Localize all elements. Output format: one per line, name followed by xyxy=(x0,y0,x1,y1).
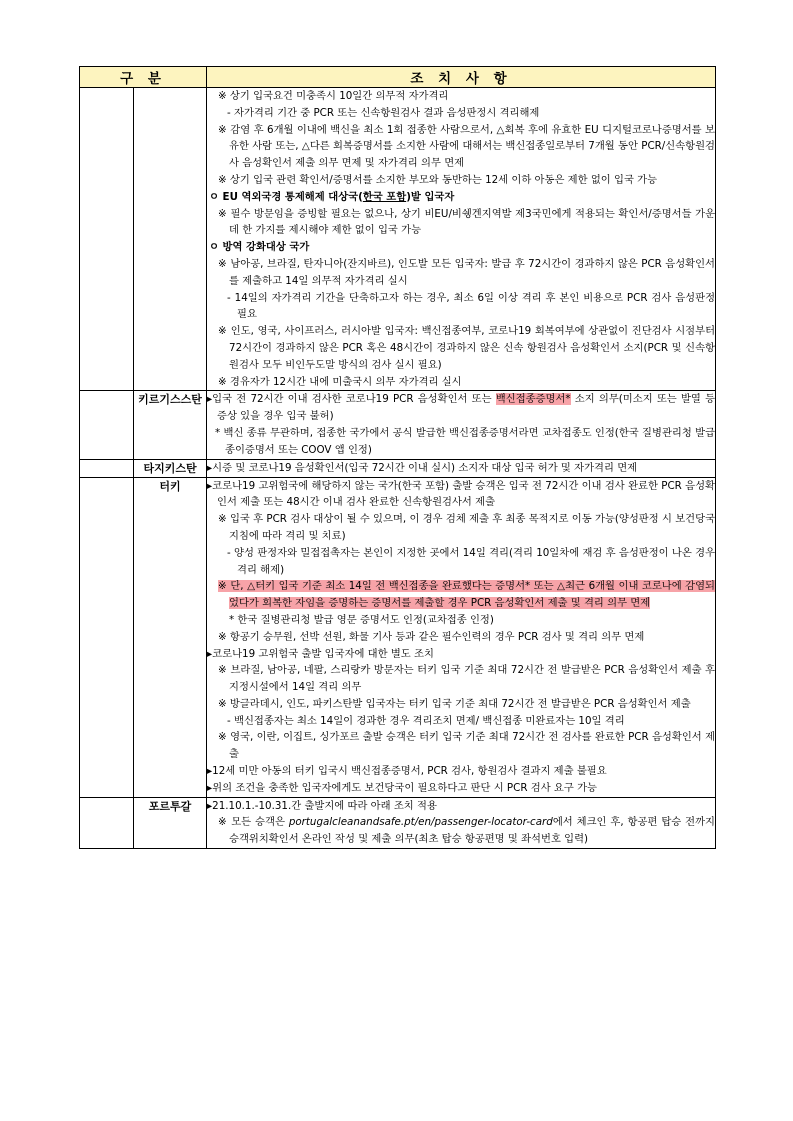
blank-cell xyxy=(80,459,134,477)
measure-line: ※ 상기 입국요건 미충족시 10일간 의무적 자가격리 xyxy=(218,90,449,102)
measure-line: ※ 항공기 승무원, 선박 선원, 화물 기사 등과 같은 필수인력의 경우 PCR 검사 및 격리 의무 면제 xyxy=(218,630,645,643)
measure-line: ▸코로나19 고위험국에 해당하지 않는 국가(한국 포함) 출발 승객은 입국 전 72시간 이내 검사 완료한 PCR 음성확인서 제출 또는 48시간 이내 검사 완료한 신속항원검사서 제출 xyxy=(207,479,716,509)
measure-line: ▸12세 미만 아동의 터키 입국시 백신접종증명서, PCR 검사, 항원검사 결과지 제출 불필요 xyxy=(207,765,607,778)
measure-line: ※ 남아공, 브라질, 탄자니아(잔지바르), 인도발 모든 입국자: 발급 후 72시간이 경과하지 않은 PCR 음성확인서를 제출하고 14일 의무적 자가격리 실시 xyxy=(218,257,716,287)
measures-cell xyxy=(207,459,716,477)
table-row xyxy=(80,88,716,391)
measure-line: ▸21.10.1.-10.31.간 출발지에 따라 아래 조치 적용 xyxy=(207,799,437,812)
blank-cell xyxy=(80,88,134,391)
website-link[interactable]: portugalcleanandsafe.pt/en/passenger-locator-card xyxy=(288,816,553,829)
measure-line: ※ 영국, 이란, 이집트, 싱가포르 출발 승객은 터키 입국 기준 최대 72시간 전 검사를 완료한 PCR 음성확인서 제출 xyxy=(218,731,716,761)
measure-line: ▸시증 및 코로나19 음성확인서(입국 72시간 이내 실시) 소지자 대상 입국 허가 및 자가격리 면제 xyxy=(207,461,638,474)
country-label: 터키 xyxy=(134,477,207,797)
measures-table xyxy=(79,66,716,849)
measures-cell xyxy=(207,797,716,848)
measure-line: ※ 경유자가 12시간 내에 미출국시 의무 자가격리 실시 xyxy=(218,375,462,388)
measure-line: ㅇ 방역 강화대상 국가 xyxy=(209,241,310,254)
table-row xyxy=(80,477,716,797)
measure-line: ※ 입국 후 PCR 검사 대상이 될 수 있으며, 이 경우 검체 제출 후 최종 목적지로 이동 가능(양성판정 시 보건당국 지침에 따라 격리 및 치료) xyxy=(218,513,716,542)
country-label: 포르투갈 xyxy=(134,797,207,848)
highlighted-text: ※ 단, △터키 입국 기준 최소 14일 전 백신접종을 완료했다는 증명서* 또는 △최근 6개월 이내 코로나에 감염되었다가 회복한 자임을 증명하는 증명서를 제출할 경우 PCR 음성확인서 제출 및 격리 의무 면제 xyxy=(218,580,716,610)
measure-line: ※ 상기 입국 관련 확인서/증명서를 소지한 부모와 동반하는 12세 이하 아동은 제한 없이 입국 가능 xyxy=(218,173,658,186)
measure-line: * 한국 질병관리청 발급 영문 증명서도 인정(교차접종 인정) xyxy=(229,613,494,626)
measure-line: ㅇ EU 역외국경 통제해제 대상국(한국 포함)발 입국자 xyxy=(209,190,455,203)
measure-line: ※ 감염 후 6개월 이내에 백신을 최소 1회 접종한 사람으로서, △회복 후에 유효한 EU 디지털코로나증명서를 보유한 사람 또는, △다른 회복증명서를 소지한 사람에 대해서는 백신접종일로부터 7개월 동안 PCR/신속항원검사 음성확인서 제출 의무 면제 및 자가격리 의무 면제 xyxy=(218,123,716,170)
measures-cell xyxy=(207,391,716,459)
table-row xyxy=(80,459,716,477)
measure-line: ▸코로나19 고위험국 출발 입국자에 대한 별도 조치 xyxy=(207,647,434,660)
country-label: 타지키스탄 xyxy=(134,459,207,477)
header-category: 구 분 xyxy=(80,67,207,88)
measure-line: ※ 방글라데시, 인도, 파키스탄발 입국자는 터키 입국 기준 최대 72시간 전 발급받은 PCR 음성확인서 제출 xyxy=(218,697,691,710)
table-header-row xyxy=(80,67,716,88)
measure-line: ※ 필수 방문임을 증빙할 필요는 없으나, 상기 비EU/비쉥겐지역발 제3국민에게 적용되는 확인서/증명서들 가운데 한 가지를 제시해야 제한 없이 입국 가능 xyxy=(218,207,716,237)
measure-line: ▸위의 조건을 충족한 입국자에게도 보건당국이 필요하다고 판단 시 PCR 검사 요구 가능 xyxy=(207,781,597,794)
measure-line xyxy=(207,578,715,612)
measure-line: ※ 모든 승객은 portugalcleanandsafe.pt/en/passenger-locator-card에서 체크인 후, 항공편 탑승 전까지 승객위치확인서 온라인 작성 및 제출 의무(최초 탑승 항공편명 및 좌석번호 입력) xyxy=(218,816,715,846)
underlined-text: 한국 포함 xyxy=(362,190,407,203)
measure-line: ▸입국 전 72시간 이내 검사한 코로나19 PCR 음성확인서 또는 백신접종증명서* 소지 의무(미소지 또는 발열 등 증상 있을 경우 입국 불허) xyxy=(207,393,716,423)
blank-cell xyxy=(80,391,134,459)
header-measures: 조 치 사 항 xyxy=(207,67,716,88)
country-label: 키르기스스탄 xyxy=(134,391,207,459)
highlighted-text: 백신접종증명서* xyxy=(495,393,571,406)
measure-line: - 양성 판정자와 밀접접촉자는 본인이 지정한 곳에서 14일 격리(격리 10일차에 재검 후 음성판정이 나온 경우 격리 해제) xyxy=(227,546,716,576)
measure-line: - 14일의 자가격리 기간을 단축하고자 하는 경우, 최소 6일 이상 격리 후 본인 비용으로 PCR 검사 음성판정 필요 xyxy=(227,291,716,321)
country-label xyxy=(134,88,207,391)
measure-line: ※ 브라질, 남아공, 네팔, 스리랑카 방문자는 터키 입국 기준 최대 72시간 전 발급받은 PCR 음성확인서 제출 후 지정시설에서 14일 격리 의무 xyxy=(218,664,716,694)
blank-cell xyxy=(80,797,134,848)
table-row xyxy=(80,391,716,459)
measures-cell xyxy=(207,88,716,391)
measure-line: * 백신 종류 무관하며, 접종한 국가에서 공식 발급한 백신접종증명서라면 교차접종도 인정(한국 질병관리청 발급 종이증명서 또는 COOV 앱 인정) xyxy=(215,426,716,456)
measure-line: - 백신접종자는 최소 14일이 경과한 경우 격리조치 면제/ 백신접종 미완료자는 10일 격리 xyxy=(227,714,625,727)
table-row xyxy=(80,797,716,848)
measures-cell xyxy=(207,477,716,797)
measure-line: - 자가격리 기간 중 PCR 또는 신속항원검사 결과 음성판정시 격리해제 xyxy=(227,106,540,119)
measure-line: ※ 인도, 영국, 사이프러스, 러시아발 입국자: 백신접종여부, 코로나19 회복여부에 상관없이 진단검사 시점부터 72시간이 경과하지 않은 PCR 혹은 48시간이 경과하지 않은 신속 항원검사 음성확인서 소지(PCR 및 신속항원검사 모두 비인두도말 방식의 검사 실시 필요) xyxy=(218,325,716,371)
blank-cell xyxy=(80,477,134,797)
